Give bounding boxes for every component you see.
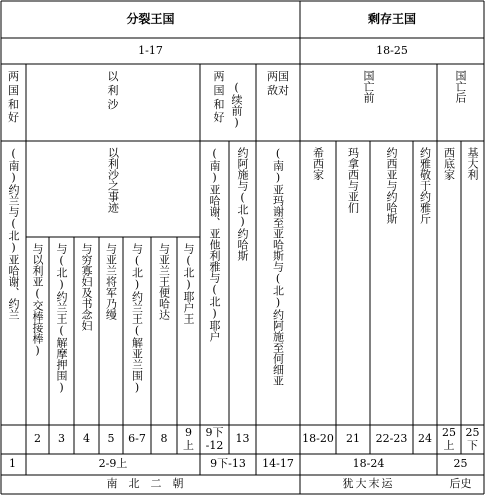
- elijah-story-text: 与(北)约兰王(解亚兰围): [130, 243, 144, 394]
- summary-cell: 1: [9, 457, 16, 471]
- split-chapter-range: 1-17: [138, 43, 163, 57]
- section-peace-2-cont: (续前): [230, 81, 243, 129]
- kings-zedekiah-text: 西底家: [442, 147, 456, 180]
- section-after-fall-label: 国亡后: [454, 70, 467, 103]
- elijah-story-text: 与亚兰王便哈达: [157, 243, 171, 320]
- elijah-story-text: 与穷寡妇及书念妇: [80, 243, 93, 331]
- summary-cell: 9下-13: [210, 457, 246, 471]
- elijah-story: [123, 243, 151, 423]
- section-after-fall: [437, 70, 484, 140]
- elijah-story-text: 与(北)约兰王(解摩押围): [55, 243, 68, 394]
- chapter-cell: 9下 -12: [205, 426, 224, 452]
- section-peace-1: 两 国 和 好: [8, 70, 19, 125]
- chapter-cell: 21: [346, 432, 360, 446]
- chapter-cell: 13: [235, 432, 250, 446]
- kings-joram-text: (南)约兰与(北)亚哈谢、约兰: [7, 147, 20, 320]
- kings-manasseh-text: 玛拿西与亚们: [346, 147, 360, 213]
- elijah-story-text: 与亚兰将军乃缦: [104, 243, 118, 320]
- kings-gedaliah: [461, 147, 484, 422]
- elijah-story: [151, 243, 177, 423]
- chapter-cell: 8: [160, 432, 168, 446]
- kings-ahaziah-jehu: [200, 147, 229, 422]
- chapter-cell: 25 下: [465, 426, 480, 452]
- kings-hezekiah-text: 希西家: [311, 147, 325, 180]
- chapter-cell: 6-7: [128, 432, 146, 446]
- elijah-story-text: 与以利亚(交棒接棒): [31, 243, 44, 357]
- kings-joash-text: 约阿施与(北)约哈斯: [236, 147, 249, 261]
- summary-cell: 14-17: [262, 457, 294, 471]
- elijah-story: [26, 243, 49, 423]
- kings-gedaliah-text: 基大利: [466, 147, 479, 180]
- kings-joram: [1, 147, 26, 422]
- section-hostile: 两国敌对: [267, 70, 289, 98]
- footer-epilogue: 后史: [449, 477, 472, 491]
- remaining-chapter-range: 18-25: [376, 43, 408, 57]
- chapter-cell: 5: [107, 432, 115, 446]
- kings-ahaziah-jehu-text: (南)亚哈谢、亚他利雅与(北)耶户: [208, 147, 221, 342]
- footer-north-south: 南北二朝: [106, 477, 195, 491]
- chapter-cell: 18-20: [302, 432, 334, 446]
- kings-zedekiah: [437, 147, 461, 422]
- kings-josiah: [370, 147, 413, 422]
- chapter-cell: 4: [83, 432, 90, 446]
- footer-judah: 犹大末运: [342, 477, 395, 491]
- chapter-cell: 22-23: [375, 432, 408, 446]
- kings-jehoiakim: [413, 147, 437, 422]
- summary-cell: 25: [453, 457, 468, 471]
- summary-cell: 18-24: [352, 457, 385, 471]
- elijah-story: [177, 243, 200, 423]
- elijah-story: [99, 243, 123, 423]
- elijah-story: [74, 243, 99, 423]
- kings-hostile: [256, 147, 300, 422]
- split-kingdom-header: 分裂王国: [126, 11, 175, 26]
- chapter-cell: 3: [58, 432, 65, 446]
- kings-hostile-text: (南)亚玛谢至亚哈斯与(北)约阿施至何细亚: [271, 147, 285, 386]
- kings-joash: [229, 147, 256, 422]
- remaining-kingdom-header: 剩存王国: [367, 11, 416, 26]
- section-peace-2: [200, 68, 256, 140]
- kings-manasseh: [336, 147, 370, 422]
- elijah-story-text: 与(北)耶户王: [182, 243, 195, 324]
- kings-josiah-text: 约西亚与约哈斯: [385, 147, 398, 224]
- chapter-cell: 9 上: [183, 426, 194, 452]
- elijah-deeds: [26, 147, 200, 235]
- section-peace-2-label: 两 国 和 好: [213, 70, 225, 125]
- section-before-fall: [300, 70, 437, 140]
- chapter-cell: 24: [418, 432, 432, 446]
- elijah-deeds-text: 以利沙之事迹: [106, 147, 120, 213]
- elijah-story: [49, 243, 74, 423]
- summary-cell: 2-9上: [98, 457, 128, 471]
- chapter-cell: 25 上: [442, 426, 456, 452]
- chapter-cell: 2: [34, 432, 41, 446]
- kings-hezekiah: [300, 147, 336, 422]
- section-before-fall-label: 国亡前: [362, 70, 375, 103]
- section-elijah: 以 利 沙: [107, 70, 119, 111]
- kings-jehoiakim-text: 约雅敬于约雅斤: [418, 147, 432, 224]
